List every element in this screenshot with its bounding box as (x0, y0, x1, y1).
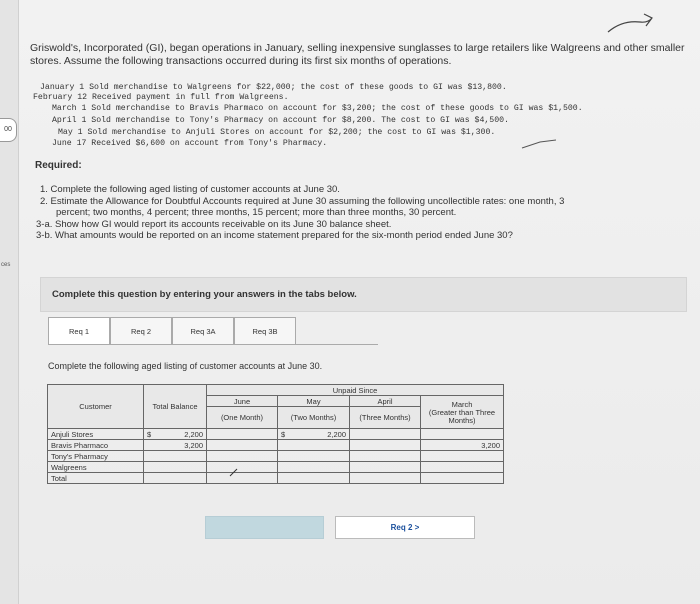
header-total: Total Balance (144, 385, 207, 429)
may-cell[interactable] (278, 462, 350, 473)
table-row (48, 462, 504, 473)
left-edge-strip (0, 0, 19, 604)
transaction-line: March 1 Sold merchandise to Bravis Pharmaco on account for $3,200; the cost of these goods to GI was $1,500. (52, 104, 583, 113)
requirement-item: 3-b. What amounts would be reported on an income statement prepared for the six-month period ended June 30? (36, 230, 513, 241)
edge-tab[interactable]: 00 (0, 118, 17, 142)
required-heading: Required: (35, 160, 82, 171)
table-row (48, 440, 504, 451)
header-june-sub: (One Month) (207, 407, 278, 429)
table-instruction: Complete the following aged listing of customer accounts at June 30. (48, 361, 323, 371)
navigation-bar (205, 516, 490, 538)
requirement-item: 2. Estimate the Allowance for Doubtful Accounts required at June 30 assuming the following uncollectible rates: one month, 3 (40, 195, 565, 207)
transaction-line: June 17 Received $6,600 on account from Tony's Pharmacy. (52, 139, 328, 148)
total-cell[interactable] (144, 473, 207, 484)
next-button[interactable]: Req 2 > (335, 516, 475, 539)
header-april-sub: (Three Months) (350, 407, 421, 429)
total-cell[interactable] (144, 440, 207, 451)
requirements-list (36, 184, 670, 242)
customer-cell: Total (48, 473, 144, 484)
header-march-label: March (451, 399, 473, 409)
table-row (48, 451, 504, 462)
total-value: 2,200 (184, 429, 203, 439)
tab-bar (48, 317, 296, 345)
tab-req-2[interactable]: Req 2 (110, 317, 172, 344)
june-cell[interactable] (207, 429, 278, 440)
total-cell[interactable] (144, 451, 207, 462)
currency-symbol: $ (281, 429, 286, 439)
tab-divider (48, 344, 378, 345)
handwritten-tick-icon (520, 138, 560, 150)
requirement-item: 3-a. Show how GI would report its accounts receivable on its June 30 balance sheet. (36, 218, 392, 230)
total-value: 3,200 (184, 440, 203, 450)
table-row (48, 429, 504, 440)
may-cell[interactable] (278, 440, 350, 451)
requirement-item: 1. Complete the following aged listing of customer accounts at June 30. (40, 184, 340, 195)
header-may: May (278, 396, 350, 407)
currency-symbol: $ (147, 429, 152, 439)
header-june: June (207, 396, 278, 407)
prev-button[interactable] (205, 516, 324, 539)
tab-req-3b[interactable]: Req 3B (234, 317, 296, 344)
aged-listing-table (47, 384, 504, 484)
header-customer: Customer (48, 385, 144, 429)
customer-cell: Bravis Pharmaco (48, 440, 144, 451)
april-cell[interactable] (350, 462, 421, 473)
march-cell[interactable] (421, 451, 504, 462)
march-cell[interactable] (421, 429, 504, 440)
june-cell[interactable] (207, 440, 278, 451)
customer-cell: Walgreens (48, 462, 144, 473)
table-row (48, 473, 504, 484)
tab-req-3a[interactable]: Req 3A (172, 317, 234, 344)
header-march-sub: (Greater than Three Months) (428, 407, 496, 425)
transaction-line: February 12 Received payment in full from Walgreens. (33, 93, 289, 102)
requirement-item: percent; two months, 4 percent; three months, 15 percent; more than three months, 30 percent. (56, 207, 457, 218)
customer-cell: Anjuli Stores (48, 429, 144, 440)
customer-cell: Tony's Pharmacy (48, 451, 144, 462)
june-cell[interactable] (207, 451, 278, 462)
intro-paragraph: Griswold's, Incorporated (GI), began operations in January, selling inexpensive sunglasses to large retailers like Walgreens and other smaller stores. Assume the following transactions occurred during its first six months of operations. (30, 42, 685, 67)
may-cell[interactable] (278, 451, 350, 462)
header-may-sub: (Two Months) (278, 407, 350, 429)
header-unpaid-since: Unpaid Since (207, 385, 504, 396)
april-cell[interactable] (350, 429, 421, 440)
transaction-line: April 1 Sold merchandise to Tony's Pharmacy on account for $8,200. The cost to GI was $4,500. (52, 116, 509, 125)
june-cell[interactable] (207, 473, 278, 484)
april-cell[interactable] (350, 451, 421, 462)
march-cell[interactable] (421, 462, 504, 473)
transaction-line: May 1 Sold merchandise to Anjuli Stores on account for $2,200; the cost to GI was $1,300. (58, 128, 496, 137)
april-cell[interactable] (350, 473, 421, 484)
april-cell[interactable] (350, 440, 421, 451)
may-value: 2,200 (327, 429, 346, 439)
june-cell[interactable] (207, 462, 278, 473)
may-cell[interactable] (278, 429, 350, 440)
tab-req-1[interactable]: Req 1 (48, 317, 110, 344)
total-cell[interactable] (144, 429, 207, 440)
march-cell[interactable] (421, 473, 504, 484)
panel-text: Complete this question by entering your answers in the tabs below. (52, 289, 357, 300)
may-cell[interactable] (278, 473, 350, 484)
march-cell[interactable]: 3,200 (421, 440, 504, 451)
handwritten-mark-icon (600, 6, 660, 46)
header-april: April (350, 396, 421, 407)
transaction-line: January 1 Sold merchandise to Walgreens for $22,000; the cost of these goods to GI was $13,800. (40, 83, 507, 92)
header-march (421, 396, 504, 429)
handwritten-slash-icon (228, 466, 240, 478)
edge-label: ces (1, 262, 11, 268)
total-cell[interactable] (144, 462, 207, 473)
